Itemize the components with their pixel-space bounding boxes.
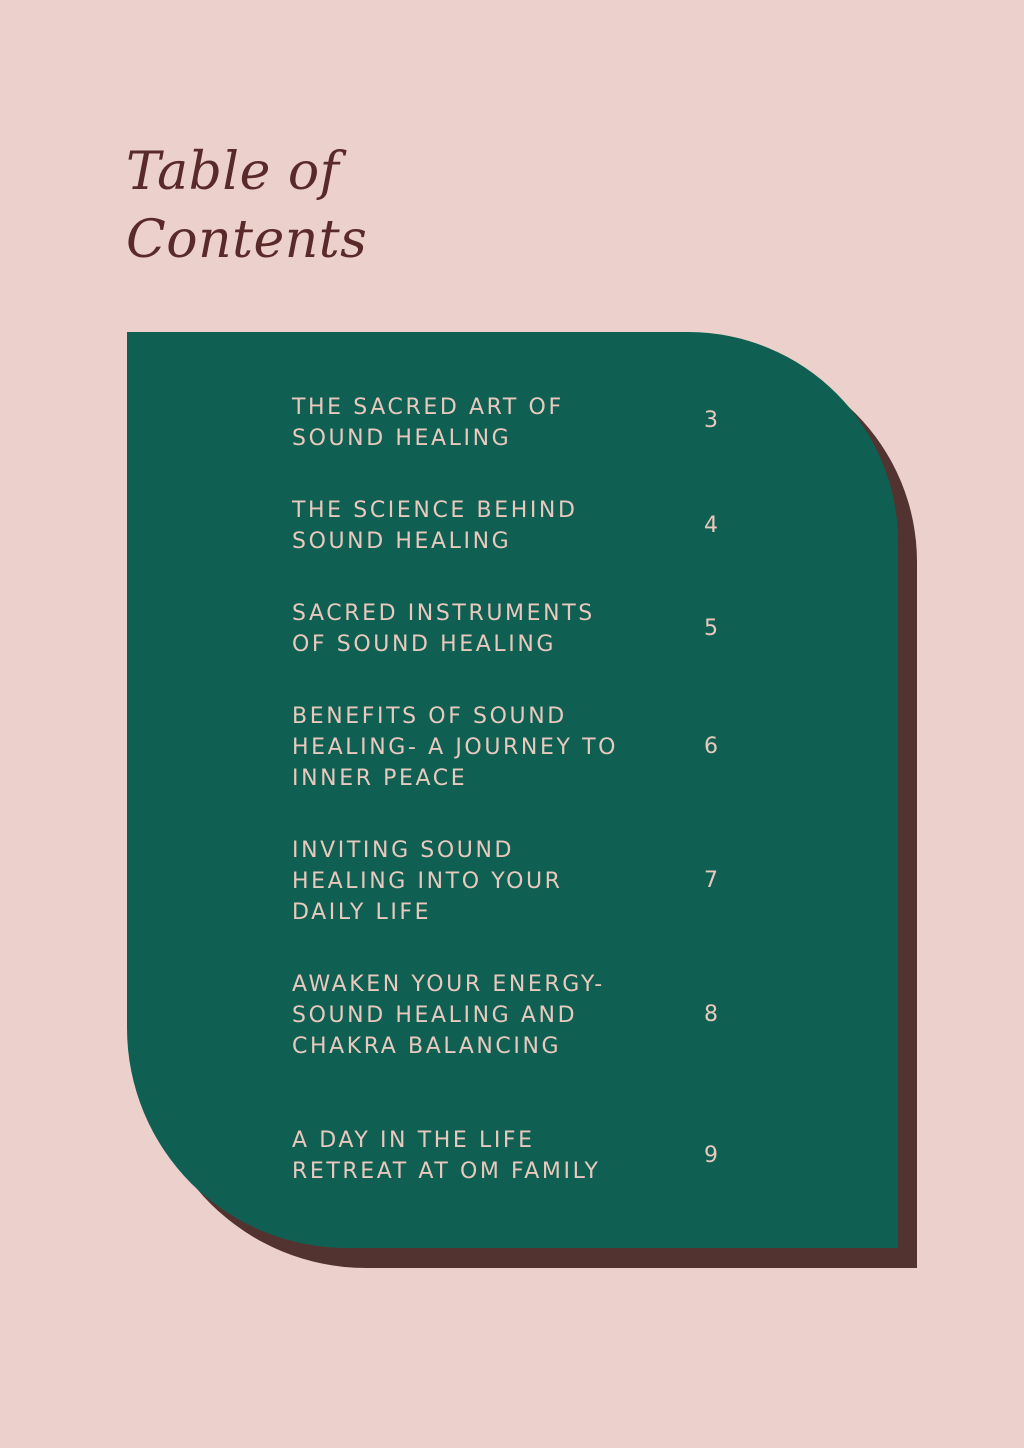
toc-entry-page: 8 bbox=[704, 1002, 718, 1027]
page-title bbox=[126, 138, 367, 274]
toc-entry-page: 5 bbox=[704, 616, 718, 641]
toc-entry-title: THE SCIENCE BEHIND SOUND HEALING bbox=[292, 498, 578, 554]
toc-entry-title: THE SACRED ART OF SOUND HEALING bbox=[292, 395, 564, 451]
toc-entry-title: SACRED INSTRUMENTS OF SOUND HEALING bbox=[292, 601, 595, 657]
toc-entry-page: 3 bbox=[704, 408, 718, 433]
toc-entry-title: INVITING SOUND HEALING INTO YOUR DAILY LIFE bbox=[292, 838, 563, 925]
toc-entry-title: A DAY IN THE LIFE RETREAT AT OM FAMILY bbox=[292, 1128, 601, 1184]
toc-entry-title: AWAKEN YOUR ENERGY- SOUND HEALING AND CHAKRA BALANCING bbox=[292, 972, 605, 1059]
toc-entry-page: 4 bbox=[704, 513, 718, 538]
title-line-1: Table of bbox=[126, 142, 340, 202]
toc-entry-page: 7 bbox=[704, 868, 718, 893]
toc-entry-page: 6 bbox=[704, 734, 718, 759]
toc-entry-title: BENEFITS OF SOUND HEALING- A JOURNEY TO INNER PEACE bbox=[292, 704, 619, 791]
toc-entry-page: 9 bbox=[704, 1143, 718, 1168]
title-line-2: Contents bbox=[126, 210, 368, 270]
